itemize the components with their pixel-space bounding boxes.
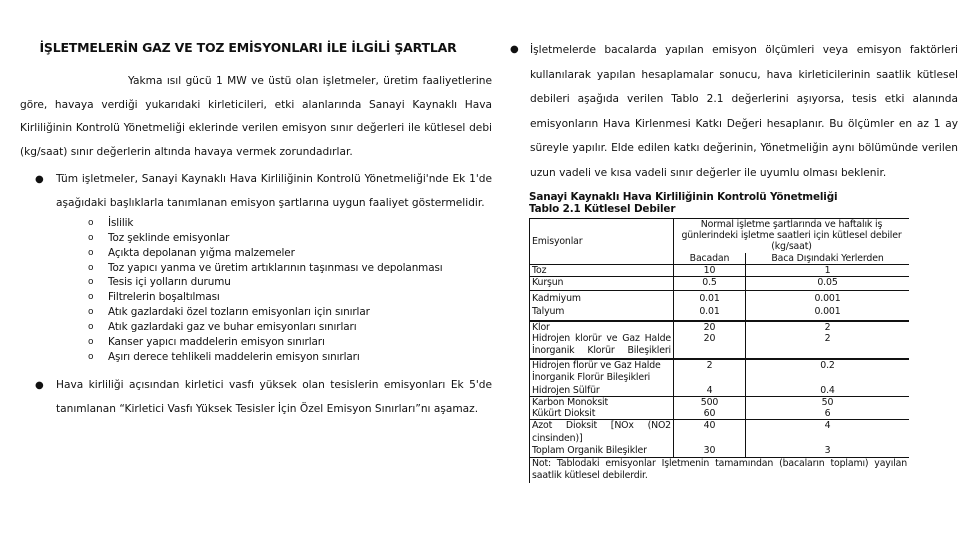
emission-conditions-list [20, 216, 492, 364]
table-row: Klor 20 2 [530, 321, 910, 333]
circle-bullet-icon: o [88, 336, 94, 347]
list-item: o Atık gazlardaki gaz ve buhar emisyonları sınırları [88, 320, 357, 333]
bullet-all-enterprises [20, 168, 492, 215]
circle-bullet-icon: o [88, 351, 94, 362]
circle-bullet-icon: o [88, 292, 94, 303]
circle-bullet-icon: o [88, 232, 94, 243]
intro-paragraph [20, 70, 492, 164]
bullet-text: Hava kirliliği açısından kirletici vasfı yüksek olan tesislerin emisyonları Ek 5'de tanımlanan “Kirletici Vasfı Yüksek Tesisler İçin Özel Emisyon Sınırları”nı aşamaz. [56, 379, 492, 415]
circle-bullet-icon: o [88, 277, 94, 288]
table-note-row [530, 457, 910, 483]
bullet-high-pollution-facilities [20, 374, 492, 421]
circle-bullet-icon: o [88, 307, 94, 318]
bullet-measurements [510, 38, 958, 186]
header-emissions: Emisyonlar [530, 219, 674, 265]
header-outside-stack: Baca Dışındaki Yerlerden [771, 252, 884, 264]
list-item: o Filtrelerin boşaltılması [88, 291, 220, 304]
list-item: o Aşırı derece tehlikeli maddelerin emisyon sınırları [88, 350, 360, 363]
list-item: o Açıkta depolanan yığma malzemeler [88, 246, 295, 259]
table-header-row [530, 219, 910, 253]
table-note: Not: Tablodaki emisyonlar İşletmenin tamamından (bacaların toplamı) yayılan saatlik kütlesel debilerdir. [530, 457, 910, 483]
regulation-name: Sanayi Kaynaklı Hava Kirliliğinin Kontrolü Yönetmeliği [529, 191, 838, 203]
table-row: Hidrojen Sülfür 4 0.4 [530, 385, 910, 397]
table-row: Toz 10 1 [530, 264, 910, 276]
list-item: o İslilik [88, 217, 134, 229]
table-row: Hidrojen florür ve Gaz Halde İnorganik Florür Bileşikleri 2 0.2 [530, 359, 910, 385]
circle-bullet-icon: o [88, 321, 94, 332]
right-column [510, 38, 958, 186]
header-stack: Bacadan [674, 253, 746, 265]
bullet-icon: ● [35, 174, 44, 185]
list-item: o Toz yapıcı yanma ve üretim artıklarının taşınması ve depolanması [88, 261, 443, 274]
table-row: Kadmiyum 0.01 0.001 [530, 291, 910, 305]
list-item: o Atık gazlardaki özel tozların emisyonları için sınırlar [88, 306, 370, 319]
table-row: Hidrojen klorür ve Gaz Halde İnorganik Klorür Bileşikleri 20 2 [530, 333, 910, 359]
list-item: o Toz şeklinde emisyonlar [88, 231, 230, 244]
table-caption [529, 192, 837, 215]
header-mass-flow-group: Normal işletme şartlarında ve haftalık iş günlerindeki işletme saatleri için kütlesel debiler (kg/saat) [674, 219, 910, 253]
table-row: Azot Dioksit [NOx (NO2 cinsinden)] 40 4 [530, 420, 910, 446]
left-column [20, 38, 492, 421]
bullet-icon: ● [510, 44, 519, 55]
circle-bullet-icon: o [88, 218, 94, 228]
circle-bullet-icon: o [88, 247, 94, 258]
table-row: Kükürt Dioksit 60 6 [530, 408, 910, 420]
bullet-text: Tüm işletmeler, Sanayi Kaynaklı Hava Kirliliğinin Kontrolü Yönetmeliği'nde Ek 1'de aşağıdaki başlıklarla tanımlanan emisyon şartlarına uygun faaliyet göstermelidir. [56, 173, 492, 209]
bullet-icon: ● [35, 380, 44, 392]
circle-bullet-icon: o [88, 262, 94, 273]
list-item: o Tesis içi yolların durumu [88, 276, 231, 289]
table-row: Kurşun 0.5 0.05 [530, 277, 910, 291]
bullet-text: İşletmelerde bacalarda yapılan emisyon ölçümleri veya emisyon faktörleri kullanılarak yapılan hesaplamalar sonucu, hava kirleticilerinin saatlik kütlesel debileri aşağıda verilen Tablo 2.1 değerlerini aşıyorsa, tesis etki alanında emisyonların Hava Kirlenmesi Katkı Değeri hesaplanır. Bu ölçümler en az 1 ay süreyle yapılır. Elde edilen katkı değerinin, Yönetmeliğin aynı bölümünde verilen uzun vadeli ve kısa vadeli sınır değerler ile uyumlu olması beklenir. [530, 44, 958, 179]
mass-flow-table [529, 218, 909, 483]
document-title: İŞLETMELERİN GAZ VE TOZ EMİSYONLARI İLE İLGİLİ ŞARTLAR [39, 40, 457, 55]
table-row: Toplam Organik Bileşikler 30 3 [530, 445, 910, 457]
table-name: Tablo 2.1 Kütlesel Debiler [529, 202, 676, 215]
intro-text: Yakma ısıl gücü 1 MW ve üstü olan işletmeler, üretim faaliyetlerine göre, havaya verdiği yukarıdaki kirleticileri, etki alanlarında Sanayi Kaynaklı Hava Kirliliğinin Kontrolü Yönetmeliği eklerinde verilen emisyon sınır değerleri ile kütlesel debi (kg/saat) sınır değerlerin altında havaya vermek zorundadırlar. [20, 75, 492, 158]
table-row: Talyum 0.01 0.001 [530, 304, 910, 320]
list-item: o Kanser yapıcı maddelerin emisyon sınırları [88, 335, 325, 348]
table-row: Karbon Monoksit 500 50 [530, 397, 910, 409]
